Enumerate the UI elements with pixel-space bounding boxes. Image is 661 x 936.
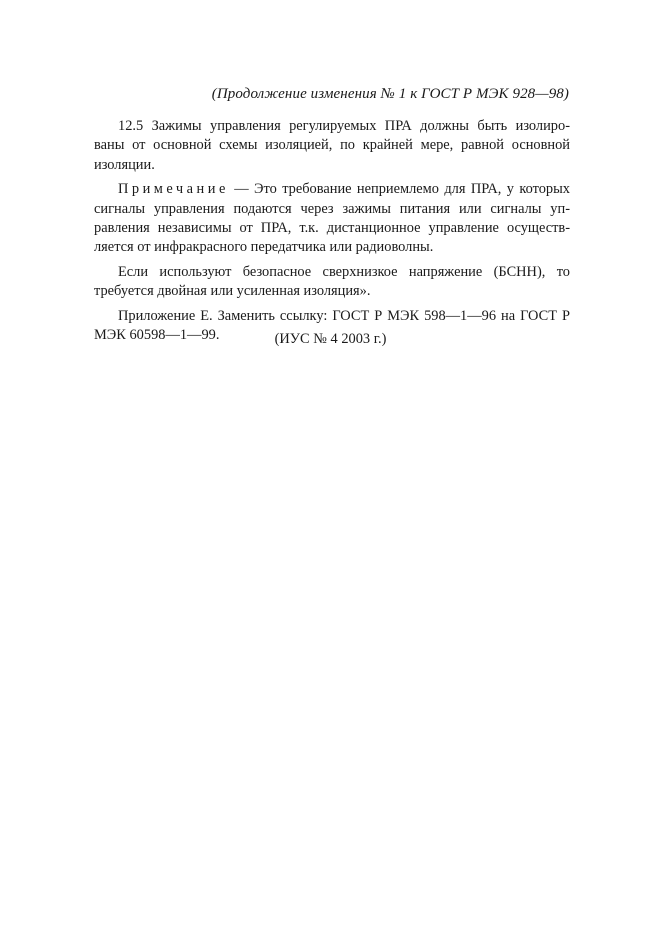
paragraph-line: Если используют безопасное сверхнизкое напряжение (БСНН), то bbox=[118, 263, 570, 280]
note-paragraph bbox=[94, 180, 570, 258]
note-label: Примечание bbox=[118, 181, 229, 198]
paragraph-line bbox=[94, 180, 570, 199]
document-body bbox=[94, 117, 570, 345]
paragraph-line: равления независимы от ПРА, т.к. дистанционное управление осуществ- bbox=[94, 220, 570, 237]
paragraph-line: требуется двойная или усиленная изоляция». bbox=[94, 283, 371, 300]
paragraph-12-5 bbox=[94, 117, 570, 175]
paragraph-line: ляется от инфракрасного передатчика или радиоволны. bbox=[94, 239, 434, 256]
paragraph-line: Приложение Е. Заменить ссылку: ГОСТ Р МЭК 598—1—96 на ГОСТ Р bbox=[118, 307, 570, 324]
paragraph-line: 12.5 Зажимы управления регулируемых ПРА должны быть изолиро- bbox=[118, 118, 570, 134]
bsnn-paragraph bbox=[94, 263, 570, 302]
paragraph-line: изоляции. bbox=[94, 156, 155, 173]
paragraph-line: ваны от основной схемы изоляцией, по крайней мере, равной основной bbox=[94, 137, 570, 154]
running-header: (Продолжение изменения № 1 к ГОСТ Р МЭК 928—98) bbox=[211, 86, 569, 102]
paragraph-line: МЭК 60598—1—99. bbox=[94, 327, 220, 344]
paragraph-line: сигналы управления подаются через зажимы питания или сигналы уп- bbox=[94, 200, 570, 217]
note-text: — Это требование неприемлемо для ПРА, у которых bbox=[234, 181, 570, 198]
ius-reference: (ИУС № 4 2003 г.) bbox=[274, 331, 387, 347]
